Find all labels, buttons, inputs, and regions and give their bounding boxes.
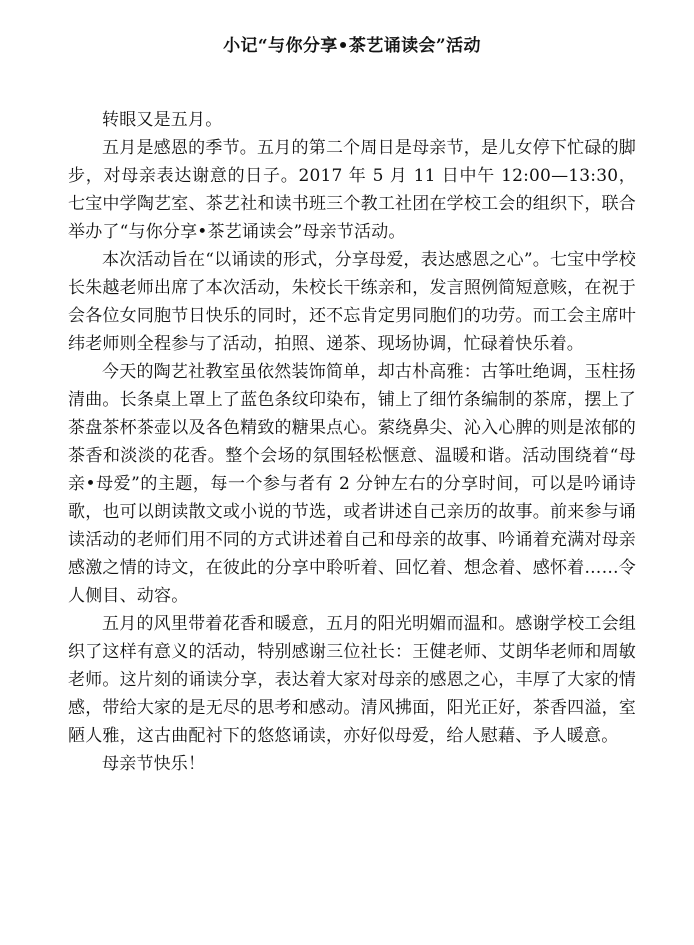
document-body	[68, 106, 636, 778]
paragraph-venue-and-activity: 今天的陶艺社教室虽依然装饰简单，却古朴高雅：古筝吐绝调，玉柱扬清曲。长条桌上罩上了蓝色条纹印染布，铺上了细竹条编制的茶席，摆上了茶盘茶杯茶壶以及各色精致的糖果点心。萦绕鼻尖、沁入心脾的则是浓郁的茶香和淡淡的花香。整个会场的氛围轻松惬意、温暖和谐。活动围绕着“母亲•母爱”的主题，每一个参与者有 2 分钟左右的分享时间，可以是吟诵诗歌，也可以朗读散文或小说的节选，或者讲述自己亲历的故事。前来参与诵读活动的老师们用不同的方式讲述着自己和母亲的故事、吟诵着充满对母亲感激之情的诗文，在彼此的分享中聆听着、回忆着、想念着、感怀着……令人侧目、动容。	[68, 362, 636, 606]
paragraph-event-intro: 五月是感恩的季节。五月的第二个周日是母亲节，是儿女停下忙碌的脚步，对母亲表达谢意的日子。2017 年 5 月 11 日中午 12:00—13:30，七宝中学陶艺室、茶艺社和读书班三个教工社团在学校工会的组织下，联合举办了“与你分享•茶艺诵读会”母亲节活动。	[68, 138, 636, 242]
paragraph-thanks: 五月的风里带着花香和暖意，五月的阳光明媚而温和。感谢学校工会组织了这样有意义的活动，特别感谢三位社长：王健老师、艾朗华老师和周敏老师。这片刻的诵读分享，表达着大家对母亲的感恩之心，丰厚了大家的情感，带给大家的是无尽的思考和感动。清风拂面，阳光正好，茶香四溢，室陋人雅，这古曲配衬下的悠悠诵读，亦好似母爱，给人慰藉、予人暖意。	[68, 614, 636, 746]
document-title: 小记“与你分享•茶艺诵读会”活动	[223, 36, 481, 56]
paragraph-purpose: 本次活动旨在“以诵读的形式，分享母爱，表达感恩之心”。七宝中学校长朱越老师出席了本次活动，朱校长干练亲和，发言照例简短意赅，在祝于会各位女同胞节日快乐的同时，还不忘肯定男同胞们的功劳。而工会主席叶纬老师则全程参与了活动，拍照、递茶、现场协调，忙碌着快乐着。	[68, 250, 636, 354]
paragraph-opening: 转眼又是五月。	[102, 110, 223, 130]
paragraph-closing: 母亲节快乐！	[102, 754, 206, 774]
